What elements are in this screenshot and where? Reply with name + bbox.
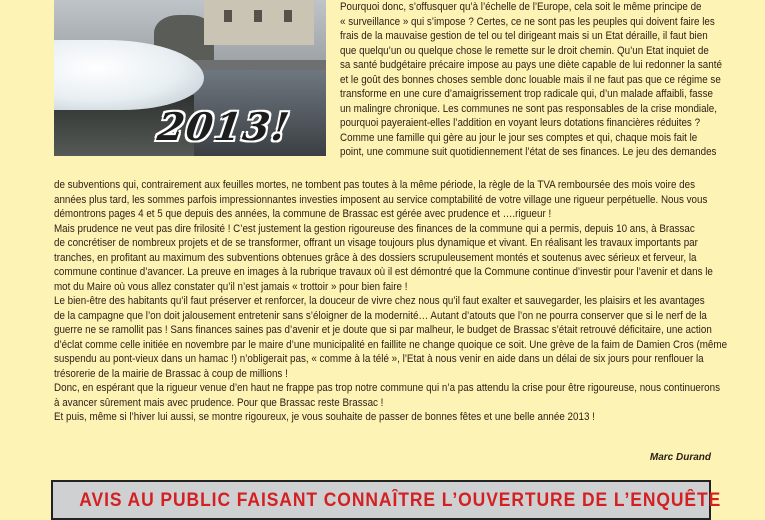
text-line: de la campagne que l’on doit jalousement entretenir sans s’éloigner de la modernité… Autant d’atouts que l’on ne pourra conserver que si le nerf de la <box>54 309 707 322</box>
text-line: Donc, en espérant que la rigueur venue d’en haut ne frappe pas trop notre commune qui n’a pas attendu la crise pour être rigoureuse, nous continuerons <box>54 382 721 394</box>
text-line: « surveillance » qui s’impose ? Certes, ce ne sont pas les peuples qui doivent faire les <box>340 15 715 28</box>
text-line: tranches, en profitant au maximum des subventions obtenues grâce à des dossiers scrupuleusement montés et soutenus avec sérieux et ferveur, la <box>54 251 697 264</box>
editorial-column-top <box>340 0 722 160</box>
text-line: de concrétiser de nombreux projets et de se transformer, offrant un visage toujours plus dynamique et vivant. En réalisant les travaux importants par <box>54 237 698 249</box>
editorial-body <box>54 178 728 425</box>
text-line: Comme une famille qui gère au jour le jour ses comptes et qui, chaque mois fait le <box>340 131 698 144</box>
text-line: à avancer sûrement mais avec prudence. Pour que Brassac reste Brassac ! <box>54 396 384 409</box>
public-notice-title: AVIS AU PUBLIC FAISANT CONNAÎTRE L’OUVERTURE DE L’ENQUÊTE <box>79 490 722 511</box>
text-line: Mais prudence ne veut pas dire frilosité ! C’est justement la gestion rigoureuse des finances de la commune qui a permis, depuis 10 ans, à Brassac <box>54 222 695 235</box>
text-line: de subventions qui, contrairement aux feuilles mortes, ne tombent pas toutes à la même période, la règle de la TVA remboursée des mois voire des <box>54 179 696 191</box>
text-line: Pourquoi donc, s’offusquer qu’à l’échelle de l’Europe, cela soit le même principe de <box>340 1 702 13</box>
text-line: pourquoi payeraient-elles l’addition en voyant leurs dotations financières réduites ? <box>340 117 701 129</box>
text-line: commune continue d’avancer. La preuve en images à la rubrique travaux où il est démontré que la Commune continue d’investir pour l’avenir et dans le <box>54 266 713 278</box>
public-notice-box <box>51 480 722 520</box>
text-line: Le bien-être des habitants qu’il faut préserver et renforcer, la douceur de vivre chez nous qu’il faut exalter et sauvegarder, les plaisirs et les avantages <box>54 295 705 307</box>
text-line: suspendu au pont-vieux dans un hamac !) n’obligerait pas, « comme à la télé », l’Etat à nous venir en aide dans un délai de six jours pour renflouer la <box>54 353 704 365</box>
text-line: démontrons pages 4 et 5 que depuis des années, la commune de Brassac est gérée avec prudence et ….rigueur ! <box>54 208 552 220</box>
text-line: point, une commune suit quotidiennement l’état de ses finances. Le jeu des demandes <box>340 146 717 158</box>
text-line: sa santé budgétaire précaire impose au pays une diète capable de lui redonner la santé <box>340 59 722 71</box>
text-line: années plus tard, les sommes parfois impressionnantes investies imposent au service comptabilité de votre village une rigueur perpétuelle. Nous vous <box>54 193 708 206</box>
text-line: trésorerie de la mairie de Brassac à coup de millions ! <box>54 367 288 380</box>
author-signature: Marc Durand <box>649 452 711 463</box>
text-line: et le goût des bonnes choses semble donc louable mais il ne faut pas que ce régime se <box>340 73 721 86</box>
text-line: frais de la mauvaise gestion de tel ou tel dirigeant mais si un Etat déraille, il faut bien <box>340 30 708 42</box>
photo-castle <box>204 0 314 45</box>
year-caption: 2013! <box>154 104 294 149</box>
text-line: que quelqu’un ou quelque chose le remette sur le droit chemin. Qu’un Etat inquiet de <box>340 44 709 57</box>
text-line: mot du Maire où vous allez constater qu’il n’est jamais « trottoir » pour bien faire ! <box>54 280 408 293</box>
text-line: un malingre chronique. Les communes ne sont pas responsables de la crise mondiale, <box>340 102 717 115</box>
text-line: guerre ne se ramollit pas ! Sans finances saines pas d’avenir et je doute que si par malheur, le budget de Brassac s’était retrouvé déficitaire, une action <box>54 324 712 336</box>
text-line: d’éclat comme celle initiée en novembre par le maire d’une municipalité en faillite ne change quoique ce soit. Une grève de la faim de Damien Cros (même <box>54 338 728 351</box>
text-line: Et puis, même si l’hiver lui aussi, se montre rigoureux, je vous souhaite de passer de bonnes fêtes et une belle année 2013 ! <box>54 411 595 423</box>
text-line: transforme en une cure d’amaigrissement trop radicale qui, d’un malade affaibli, fasse <box>340 88 713 100</box>
